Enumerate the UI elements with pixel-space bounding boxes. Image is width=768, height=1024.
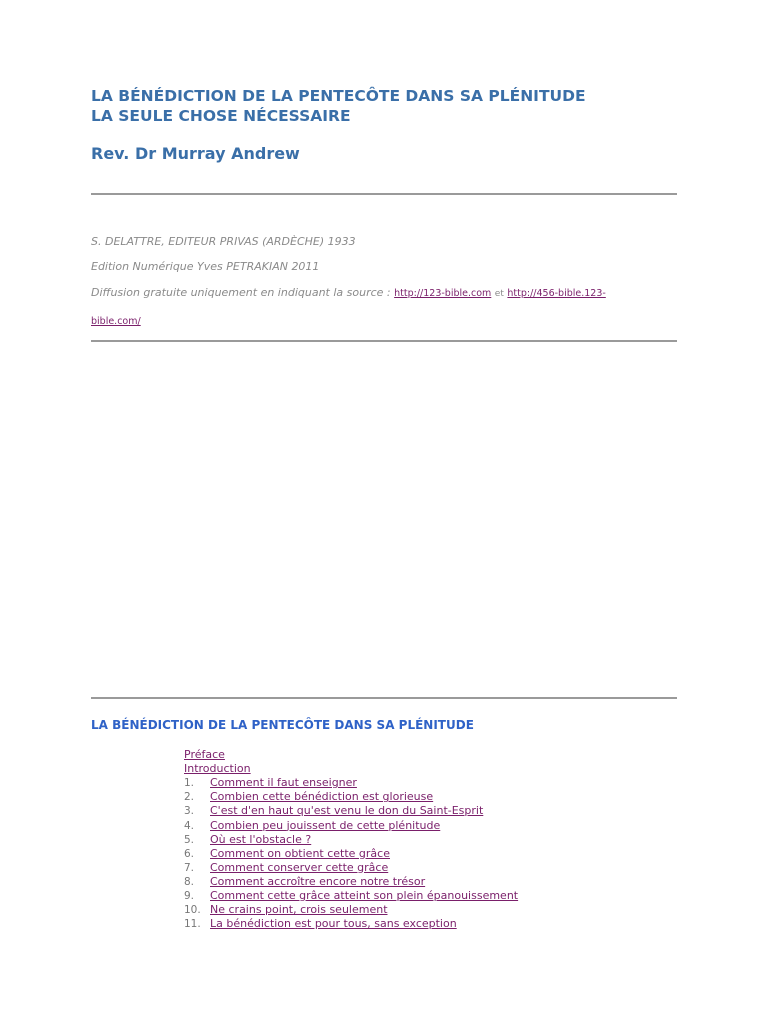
edition-line: Edition Numérique Yves PETRAKIAN 2011 (91, 260, 320, 273)
toc-link-chapter-2[interactable]: Combien cette bénédiction est glorieuse (210, 790, 434, 804)
toc-link-chapter-6[interactable]: Comment on obtient cette grâce (210, 846, 390, 860)
chapter-number: 1. (184, 777, 195, 790)
source-link-123-bible[interactable]: http://123-bible.com (394, 288, 492, 299)
toc-item-chapter (184, 790, 518, 804)
table-of-contents (184, 748, 518, 931)
toc-item-chapter (184, 917, 518, 931)
toc-link-chapter-11[interactable]: La bénédiction est pour tous, sans exception (210, 917, 457, 931)
toc-link-chapter-10[interactable]: Ne crains point, crois seulement (210, 903, 388, 917)
chapter-number: 5. (184, 833, 195, 846)
toc-item-chapter (184, 818, 518, 832)
diffusion-text: Diffusion gratuite uniquement en indiquant la source : (91, 286, 391, 299)
toc-item-introduction (184, 762, 518, 776)
toc-link-introduction[interactable]: Introduction (184, 762, 251, 776)
toc-link-chapter-1[interactable]: Comment il faut enseigner (210, 776, 357, 790)
toc-link-chapter-3[interactable]: C'est d'en haut qu'est venu le don du Saint-Esprit (210, 804, 484, 818)
toc-item-chapter (184, 804, 518, 818)
toc-item-chapter (184, 833, 518, 847)
toc-link-chapter-8[interactable]: Comment accroître encore notre trésor (210, 874, 426, 888)
toc-link-preface[interactable]: Préface (184, 748, 225, 762)
divider-top (91, 193, 677, 195)
toc-item-chapter (184, 875, 518, 889)
chapter-number: 2. (184, 791, 195, 804)
diffusion-line (91, 286, 606, 301)
title-line-2: LA SEULE CHOSE NÉCESSAIRE (91, 107, 351, 125)
diffusion-line-continued (91, 314, 141, 329)
toc-link-chapter-5[interactable]: Où est l'obstacle ? (210, 832, 312, 846)
document-title (91, 86, 586, 126)
toc-item-chapter (184, 861, 518, 875)
source-link-456-bible[interactable]: http://456-bible.123- (507, 288, 606, 299)
publisher-line: S. DELATTRE, EDITEUR PRIVAS (ARDÈCHE) 1933 (91, 235, 356, 248)
toc-heading: LA BÉNÉDICTION DE LA PENTECÔTE DANS SA PLÉNITUDE (91, 718, 474, 732)
chapter-number: 8. (184, 875, 195, 888)
toc-item-preface (184, 748, 518, 762)
chapter-number: 10. (184, 904, 201, 917)
and-text: et (494, 289, 504, 299)
chapter-number: 11. (184, 918, 201, 931)
author: Rev. Dr Murray Andrew (91, 144, 300, 163)
toc-item-chapter (184, 776, 518, 790)
chapter-number: 9. (184, 889, 195, 902)
chapter-number: 3. (184, 805, 195, 818)
toc-item-chapter (184, 889, 518, 903)
toc-item-chapter (184, 847, 518, 861)
chapter-number: 7. (184, 861, 195, 874)
toc-link-chapter-4[interactable]: Combien peu jouissent de cette plénitude (210, 818, 441, 832)
source-link-456-bible-continued[interactable]: bible.com/ (91, 316, 141, 327)
title-line-1: LA BÉNÉDICTION DE LA PENTECÔTE DANS SA PLÉNITUDE (91, 87, 586, 105)
divider-middle (91, 340, 677, 342)
divider-toc (91, 697, 677, 699)
toc-link-chapter-7[interactable]: Comment conserver cette grâce (210, 860, 389, 874)
chapter-number: 4. (184, 819, 195, 832)
toc-item-chapter (184, 903, 518, 917)
toc-link-chapter-9[interactable]: Comment cette grâce atteint son plein épanouissement (210, 888, 519, 902)
chapter-number: 6. (184, 847, 195, 860)
